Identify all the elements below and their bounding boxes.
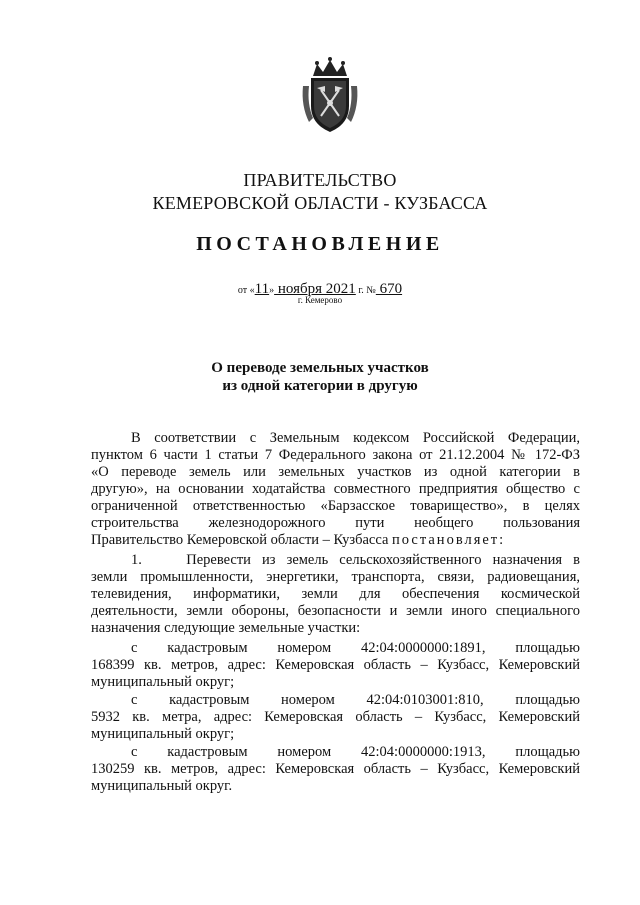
decree-day: 11 [254,281,270,297]
cadastral-number: 42:04:0103001:810, [366,692,484,708]
text-line [91,657,580,674]
line-text: назначения следующие земельные участки: [91,620,361,636]
decree-number: 670 [375,281,403,297]
word: кадастровым [167,744,248,760]
text-line [91,778,580,795]
text-line [91,640,580,657]
year-suffix: г. № [355,285,376,296]
text-line [91,586,580,603]
decree-city: г. Кемерово [297,295,343,305]
text-line [91,569,580,586]
line-text: 5932 кв. метра, адрес: Кемеровская область – Кузбасс, Кемеровский [91,709,580,725]
line-text: пунктом 6 части 1 статьи 7 Федерального закона от 21.12.2004 № 172-ФЗ [91,447,580,463]
text-line [91,464,580,481]
text-line [91,498,580,515]
subject-line-2: из одной категории в другую [222,378,418,394]
paragraph-preamble [91,430,580,549]
text-line [91,532,580,549]
line-text: «О переводе земель или земельных участков из одной категории в [91,464,580,480]
cadastral-number: 42:04:0000000:1891, [361,640,486,656]
resolves-word: постановляет: [392,532,506,548]
paragraph-item-1 [91,552,580,637]
line-text: 130259 кв. метров, адрес: Кемеровская область – Кузбасс, Кемеровский [91,761,580,777]
text-line [91,744,580,761]
word: номером [281,692,335,708]
word: с [131,692,138,708]
line-text: другую», на основании ходатайства совместного предприятия общество с [91,481,580,497]
text-line [91,603,580,620]
text-line [91,552,580,569]
line-text: строительства железнодорожного пути необщего пользования [91,515,580,531]
word: с [131,744,138,760]
line-text: ограниченной ответственностью «Барзасское товарищество», в целях [91,498,580,514]
line-text: земли промышленности, энергетики, транспорта, связи, радиовещания, [91,569,580,585]
text-line [91,515,580,532]
text-line [91,692,580,709]
kuzbass-coat-of-arms-icon [299,56,361,134]
text-line [91,674,580,691]
line-text: муниципальный округ; [91,726,235,742]
text-line [91,709,580,726]
word: кадастровым [169,692,250,708]
word: кадастровым [167,640,248,656]
line-text: телевидения, информатики, земли для обеспечения космической [91,586,580,602]
line-text: В соответствии с Земельным кодексом Российской Федерации, [131,430,580,446]
word: площадью [515,692,580,708]
text-line [91,447,580,464]
word: номером [277,640,332,656]
government-line-2: КЕМЕРОВСКОЙ ОБЛАСТИ - КУЗБАССА [152,193,488,213]
line-text: деятельности, земли обороны, безопасности и земли иного специального [91,603,580,619]
land-plot-item-1 [91,640,580,691]
cadastral-number: 42:04:0000000:1913, [361,744,486,760]
line-text: 168399 кв. метров, адрес: Кемеровская область – Кузбасс, Кемеровский [91,657,580,673]
line-text: 1. Перевести из земель сельскохозяйственного назначения в [131,552,580,568]
subject-line-1: О переводе земельных участков [211,360,429,376]
day-suffix: » [269,285,275,296]
word: с [131,640,138,656]
text-line [91,761,580,778]
land-plot-item-3 [91,744,580,795]
decree-month-year: ноября 2021 [274,281,356,297]
text-line [91,726,580,743]
line-text: муниципальный округ; [91,674,235,690]
word: площадью [515,640,580,656]
text-line [91,430,580,447]
government-line-1: ПРАВИТЕЛЬСТВО [243,170,397,190]
word: площадью [515,744,580,760]
date-prefix: от « [237,285,255,296]
decree-title: ПОСТАНОВЛЕНИЕ [196,233,444,255]
line-text: Правительство Кемеровской области – Кузбасса [91,532,393,548]
line-text: муниципальный округ. [91,778,233,794]
text-line [91,620,580,637]
text-line [91,481,580,498]
word: номером [277,744,332,760]
land-plot-item-2 [91,692,580,743]
